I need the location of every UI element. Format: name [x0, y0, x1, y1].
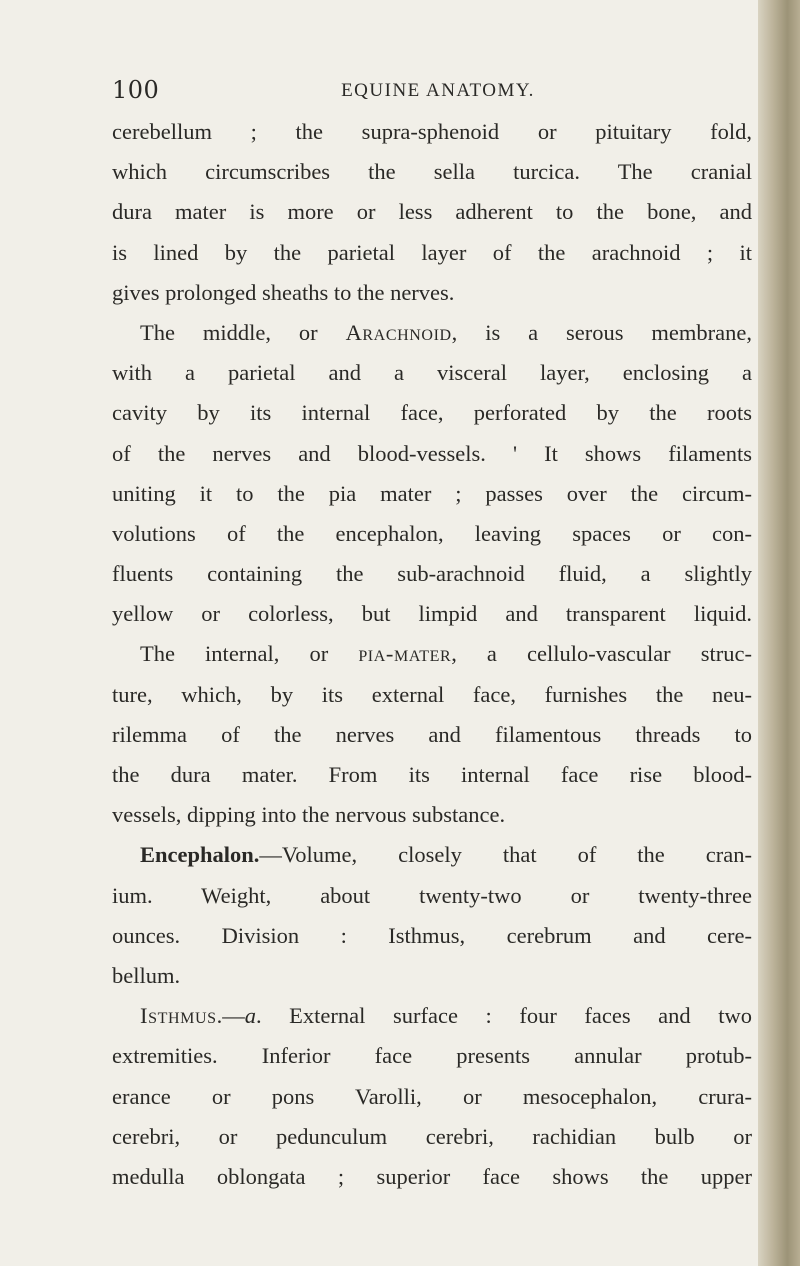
text-line: extremities. Inferior face presents annular protub- — [112, 1043, 752, 1069]
text-line: ture, which, by its external face, furnishes the neu- — [112, 681, 752, 707]
heading-isthmus: Isthmus — [140, 1003, 217, 1029]
text-line: volutions of the encephalon, leaving spaces or con- — [112, 520, 752, 546]
text-line: uniting it to the pia mater ; passes over the circum- — [112, 480, 752, 506]
text-line: which circumscribes the sella turcica. The cranial — [112, 159, 752, 185]
text-line: Isthmus.—a. External surface : four faces and two — [140, 1003, 752, 1029]
text-line: dura mater is more or less adherent to the bone, and — [112, 199, 752, 225]
text-line: with a parietal and a visceral layer, enclosing a — [112, 360, 752, 386]
text-line: vessels, dipping into the nervous substance. — [112, 802, 506, 828]
text-line: the dura mater. From its internal face rise blood- — [112, 762, 752, 787]
text-line: is lined by the parietal layer of the arachnoid ; it — [112, 239, 752, 265]
text-line: fluents containing the sub-arachnoid fluid, a slightly — [112, 561, 752, 587]
text-line: ium. Weight, about twenty-two or twenty-three — [112, 882, 752, 908]
text-line: The middle, or Arachnoid, is a serous membrane, — [140, 319, 752, 345]
text-line: medulla oblongata ; superior face shows the upper — [112, 1163, 752, 1189]
heading-encephalon: Encephalon. — [140, 842, 260, 868]
text-line: cerebri, or pedunculum cerebri, rachidian bulb or — [112, 1123, 752, 1149]
term-pia-mater: pia-mater — [358, 641, 452, 667]
running-head: EQUINE ANATOMY. — [341, 80, 535, 101]
text-line: erance or pons Varolli, or mesocephalon, crura- — [112, 1083, 752, 1109]
text-line: Encephalon.—Volume, closely that of the cran- — [140, 842, 752, 868]
page-number: 100 — [112, 76, 160, 104]
text-line: The internal, or pia-mater, a cellulo-vascular struc- — [140, 641, 752, 667]
term-arachnoid: Arachnoid — [345, 319, 452, 345]
body-text — [112, 112, 752, 1197]
book-spine-edge — [758, 0, 800, 1266]
text-line: cerebellum ; the supra-sphenoid or pituitary fold, — [112, 119, 752, 144]
text-line: of the nerves and blood-vessels. ' It shows filaments — [112, 440, 752, 466]
text-line: cavity by its internal face, perforated by the roots — [112, 400, 752, 426]
text-line: ounces. Division : Isthmus, cerebrum and cere- — [112, 922, 752, 948]
text-line: gives prolonged sheaths to the nerves. — [112, 279, 455, 305]
text-line: yellow or colorless, but limpid and transparent liquid. — [112, 601, 752, 627]
page-header — [112, 76, 740, 116]
text-line: bellum. — [112, 962, 181, 988]
text-line: rilemma of the nerves and filamentous threads to — [112, 721, 752, 747]
